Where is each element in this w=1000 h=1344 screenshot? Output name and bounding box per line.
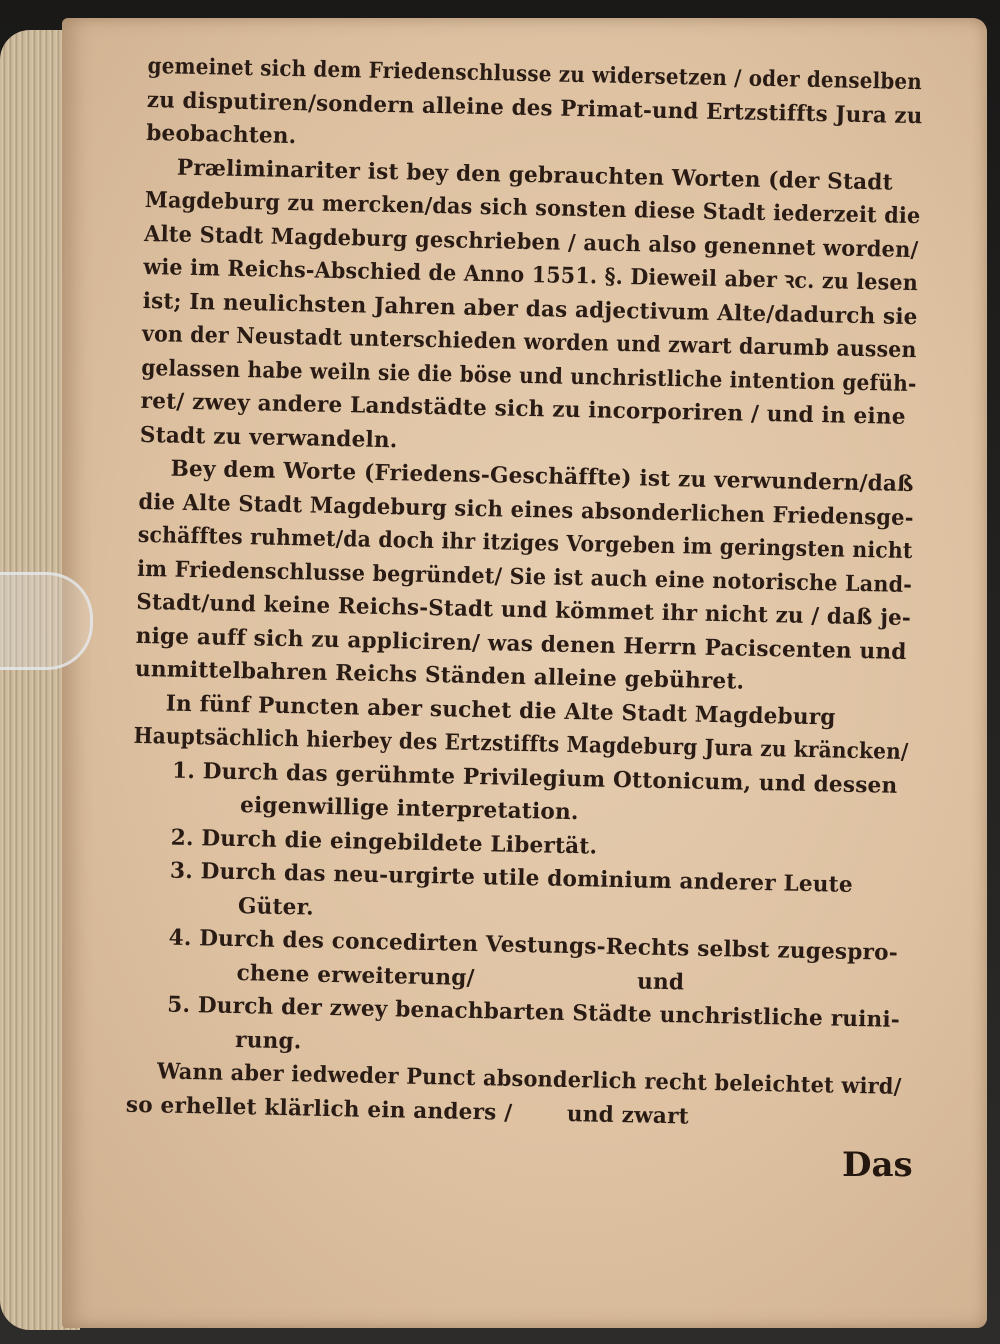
text-line: die Alte Stadt Magdeburg sich eines absonderlichen Friedensge- <box>138 488 914 531</box>
text-line: ret/ zwey andere Landstädte sich zu incorporiren / und in eine <box>140 387 906 430</box>
text-line: gemeinet sich dem Friedenschlusse zu widersetzen / oder denselben <box>147 52 923 96</box>
list-number: 2. <box>170 824 194 851</box>
spacer <box>520 1120 559 1121</box>
list-item-continuation: rung. <box>234 1026 302 1054</box>
catchword: Das <box>842 1145 913 1185</box>
text-line: im Friedenschlusse begründet/ Sie ist auch eine notorische Land- <box>136 555 913 598</box>
text-line: Magdeburg zu mercken/das sich sonsten diese Stadt iederzeit die <box>144 186 921 230</box>
closing-text: so erhellet klärlich ein anders / <box>125 1091 513 1126</box>
list-number: 5. <box>166 991 191 1019</box>
text-line: schäfftes ruhmet/da doch ihr itziges Vorgeben im geringsten nicht <box>137 521 913 565</box>
text-line: gelassen habe weiln sie die böse und unchristliche intention gefüh- <box>141 354 917 397</box>
text-line: Stadt/und keine Reichs-Stadt und kömmet ihr nicht zu / daß je- <box>136 588 912 632</box>
page-text <box>126 50 938 1138</box>
text-line: wie im Reichs-Abschied de Anno 1551. §. Dieweil aber ꝛc. zu lesen <box>143 253 919 297</box>
list-number: 1. <box>171 757 196 784</box>
text-line: ist; In neulichsten Jahren aber das adjectivum Alte/dadurch sie <box>142 287 918 330</box>
list-continuation-tail: und <box>636 967 685 995</box>
text-line: Alte Stadt Magdeburg geschrieben / auch also genennet worden/ <box>143 220 919 263</box>
list-item-continuation: eigenwillige interpretation. <box>239 792 579 826</box>
text-line: zu disputiren/sondern alleine des Primat-und Ertzstiffts Jura zu <box>146 86 923 129</box>
list-text: Durch das gerühmte Privilegium Ottonicum, und dessen <box>202 757 898 799</box>
list-text: Durch der zwey benachbarten Städte unchristliche ruini- <box>197 992 901 1033</box>
closing-tail: und zwart <box>566 1100 690 1130</box>
text-line: Hauptsächlich hierbey des Ertzstiffts Magdeburg Jura zu kräncken/ <box>133 722 909 766</box>
text-line: Wann aber iedweder Punct absonderlich recht beleichtet wird/ <box>156 1058 902 1101</box>
spacer <box>482 985 629 988</box>
text-line: nige auff sich zu appliciren/ was denen Herrn Paciscenten und <box>135 622 907 665</box>
page-clip <box>0 572 93 670</box>
text-line: Præliminariter ist bey den gebrauchten Worten (der Stadt <box>176 154 894 196</box>
list-text: Durch das neu-urgirte utile dominium anderer Leute <box>200 858 854 898</box>
text-line: Stadt zu verwandeln. <box>139 421 398 453</box>
text-line: beobachten. <box>145 119 297 150</box>
text-line: Bey dem Worte (Friedens-Geschäffte) ist zu verwundern/daß <box>170 455 914 498</box>
text-line: In fünf Puncten aber suchet die Alte Stadt Magdeburg <box>165 690 836 731</box>
list-item-continuation: Güter. <box>237 892 315 921</box>
list-text: Durch die eingebildete Libertät. <box>201 824 598 860</box>
text-line: von der Neustadt unterschieden worden und zwart darumb aussen <box>141 320 917 364</box>
list-text: Durch des concedirten Vestungs-Rechts selbst zugespro- <box>199 925 899 966</box>
list-continuation-text: chene erweiterung/ <box>236 959 475 991</box>
list-number: 3. <box>169 857 194 885</box>
text-line: unmittelbahren Reichs Ständen alleine gebühret. <box>134 655 745 695</box>
list-number: 4. <box>168 924 192 952</box>
